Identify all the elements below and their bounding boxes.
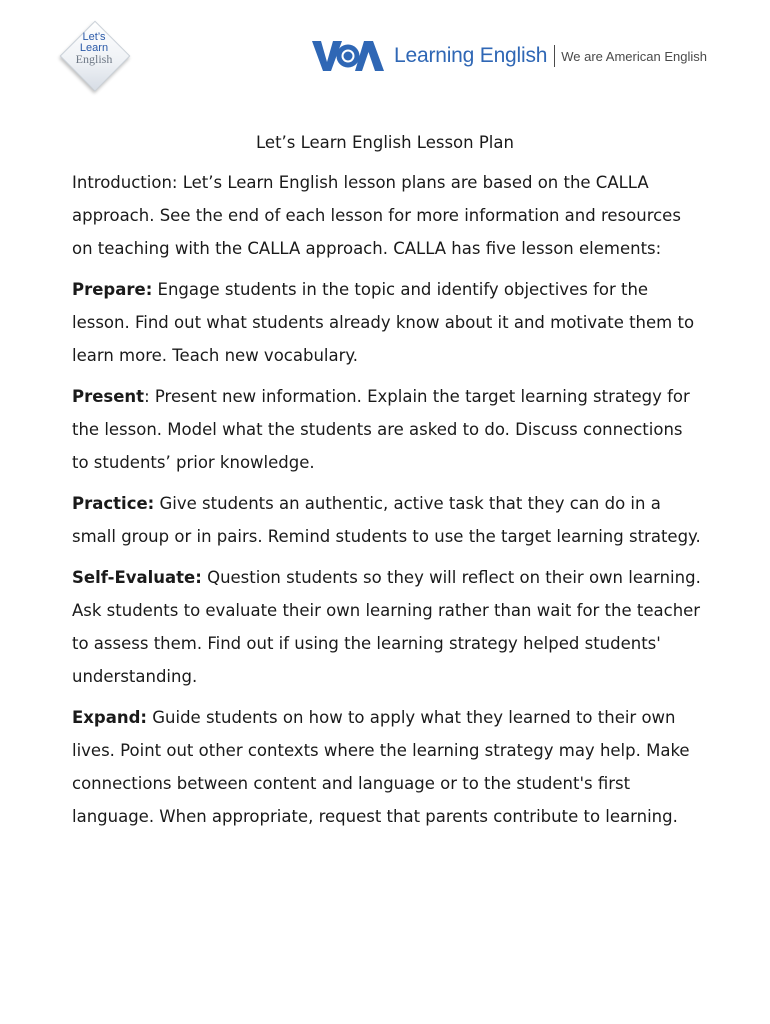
voa-learning-english-logo <box>312 38 707 74</box>
section-text: Engage students in the topic and identify objectives for the lesson. Find out what students already know about it and motivate them to learn more. Teach new vocabulary. <box>72 280 695 365</box>
badge-line-2: Learn <box>79 42 109 54</box>
voa-logo-icon <box>312 38 384 74</box>
document-title: Let’s Learn English Lesson Plan <box>256 133 514 152</box>
section-expand <box>72 701 702 833</box>
section-prepare <box>72 273 702 372</box>
section-text: Give students an authentic, active task that they can do in a small group or in pairs. Remind students to use the target learning strategy. <box>72 494 701 546</box>
section-term: Practice: <box>72 494 155 513</box>
section-self-evaluate <box>72 561 702 693</box>
section-term: Self-Evaluate: <box>72 568 202 587</box>
section-practice <box>72 487 702 553</box>
section-text: Question students so they will reflect on their own learning. Ask students to evaluate their own learning rather than wait for the teacher to assess them. Find out if using the learning strategy helped students' understanding. <box>72 568 701 686</box>
lets-learn-english-badge <box>60 21 128 89</box>
intro-paragraph: Introduction: Let’s Learn English lesson plans are based on the CALLA approach. See the end of each lesson for more information and resources on teaching with the CALLA approach. CALLA has five lesson elements: <box>72 173 681 258</box>
section-term: Present <box>72 387 145 406</box>
section-present <box>72 380 702 479</box>
badge-line-1: Let’s <box>82 31 106 43</box>
section-term: Expand: <box>72 708 148 727</box>
section-text: : Present new information. Explain the target learning strategy for the lesson. Model what the students are asked to do. Discuss connections to students’ prior knowledge. <box>72 387 690 472</box>
section-text: Guide students on how to apply what they learned to their own lives. Point out other contexts where the learning strategy may help. Make connections between content and language or to the student's first language. When appropriate, request that parents contribute to learning. <box>72 708 690 826</box>
badge-text <box>60 32 128 65</box>
learning-english-wordmark: Learning English <box>394 44 548 67</box>
logo-tagline: We are American English <box>561 48 707 64</box>
logo-divider <box>554 45 555 67</box>
section-term: Prepare: <box>72 280 153 299</box>
document-body <box>72 166 702 841</box>
badge-line-3: English <box>75 52 113 66</box>
